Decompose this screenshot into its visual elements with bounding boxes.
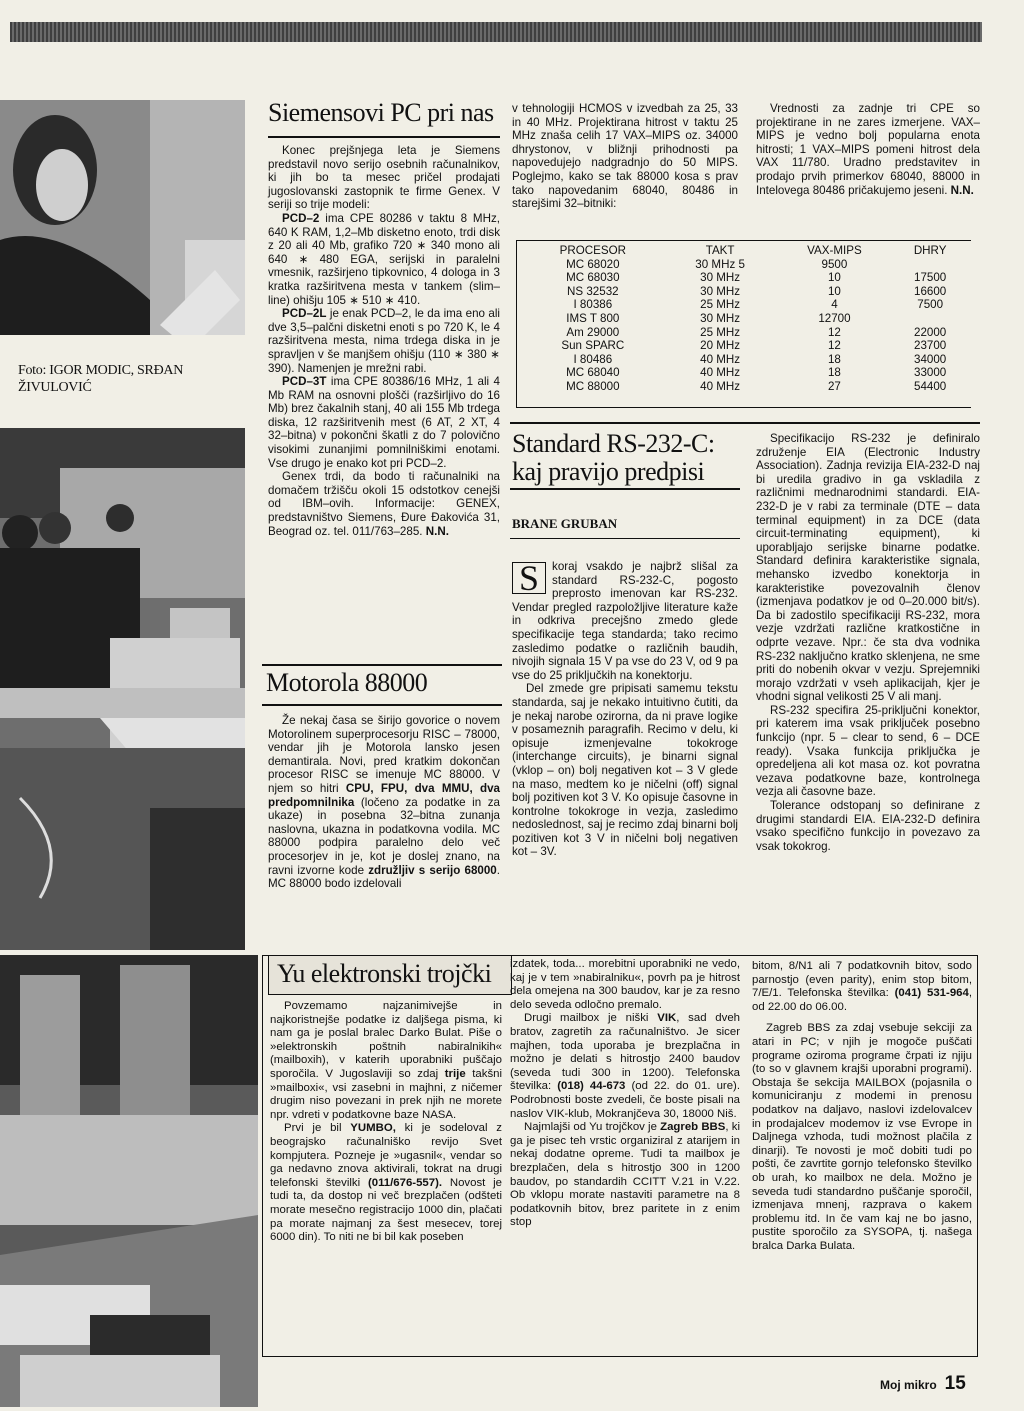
table-cell: I 80486 xyxy=(573,352,613,366)
yu-text: , od 22.00 do 06.00. xyxy=(752,987,972,1013)
motorola-col3-body: Vrednosti za zadnje tri CPE so projektirane in ne zares izmerjene. VAX–MIPS je vedno bolj popularna enota hitrosti; 1 VAX–MIPS pomeni hitrost dela VAX 11/780. Uradno predstavitev in prodajo prvih primerkov 68040, 88000 in Intelovega 80486 pričakujemo jeseni. xyxy=(756,102,980,197)
pcd2l-text: je enak PCD–2, le da ima eno ali dve 3,5–palčni disketni enoti s po 720 K, le 4 razširitvena mesta, nima trdega diska in je spravljen v še manjšem ohišju (110 ∗ 380 ∗ 390). Namenjen je mrežni rabi. xyxy=(268,307,500,375)
yu-text: Prvi je bil xyxy=(284,1122,351,1135)
table-cell: 16600 xyxy=(914,284,947,298)
table-row xyxy=(520,380,966,394)
cpu-comparison-table xyxy=(520,244,966,394)
yu-phone: (011/676-557). xyxy=(367,1176,443,1189)
yu-title: Yu elektronski trojčki xyxy=(268,955,512,995)
table-cell: MC 68020 xyxy=(566,257,620,271)
rs232-author-rule xyxy=(510,538,740,539)
motorola-title: Motorola 88000 xyxy=(266,668,428,697)
yu-zagreb xyxy=(510,1121,740,1230)
table-cell: 40 MHz xyxy=(700,379,741,393)
rs232-article-col1 xyxy=(512,560,738,859)
pcd2-label: PCD–2 xyxy=(282,211,320,225)
motorola-top-rule xyxy=(262,664,502,666)
table-cell: 18 xyxy=(827,352,841,366)
yu-yumbo xyxy=(270,1122,502,1244)
siemens-pcd2 xyxy=(268,212,500,307)
photo-computer-equipment xyxy=(0,955,258,1407)
yu-intro xyxy=(270,1000,502,1122)
yu-phone: (018) 44-673 xyxy=(557,1080,626,1093)
table-row xyxy=(520,258,966,272)
yu-bold: trije xyxy=(444,1067,466,1080)
yu-params xyxy=(752,960,972,1014)
siemens-intro: Konec prejšnjega leta je Siemens predstavil novo serijo osebnih računalnikov, ki jih bo ta mesec pričel prodajati jugoslovanski zastopnik te firme Genex. V seriji so trije modeli: xyxy=(268,144,500,212)
table-cell: 18 xyxy=(827,366,841,380)
rs232-intro xyxy=(512,560,738,682)
table-row xyxy=(520,298,966,312)
motorola-text-e: . MC 88000 bodo izdelovali xyxy=(268,863,500,891)
table-cell: 20 MHz xyxy=(700,339,741,353)
table-header: DHRY xyxy=(913,244,947,257)
table-row xyxy=(520,339,966,353)
motorola-intro xyxy=(268,714,500,891)
table-row xyxy=(520,271,966,285)
siemens-genex xyxy=(268,470,500,538)
table-cell: 27 xyxy=(827,379,841,393)
table-cell: NS 32532 xyxy=(567,284,619,298)
table-cell: 25 MHz xyxy=(700,325,741,339)
rs232-title: Standard RS-232-C: kaj pravijo predpisi xyxy=(512,429,715,486)
table-row xyxy=(520,366,966,380)
motorola-article-col1 xyxy=(268,714,500,891)
photo-exhibition-booth xyxy=(0,428,245,950)
table-row xyxy=(520,353,966,367)
motorola-text-c: (ločeno za podatke in za ukaze) in posebna 32–bitna zunanja naslovna, ukazna in podatkovna vodila. MC 88000 podpira paralelno delo več procesorjev in je, kot je doslej znano, na ravni izvorne kode xyxy=(268,795,500,877)
photo-woman-with-disk xyxy=(0,100,245,335)
table-cell: 25 MHz xyxy=(700,298,741,312)
yu-bold: Zagreb BBS xyxy=(660,1121,726,1134)
table-cell: IMS T 800 xyxy=(566,311,620,325)
yu-text: Najmlajši od Yu trojčkov je xyxy=(524,1121,661,1134)
rs232-paragraph-5: Tolerance odstopanj so definirane z drugimi standardi EIA. EIA-232-D definira vsako specifično funkcijo in povezavo za vsak tokokrog. xyxy=(756,799,980,853)
table-cell: 23700 xyxy=(914,339,947,353)
siemens-pcd3t xyxy=(268,375,500,470)
yu-phone: (041) 531-964 xyxy=(894,987,969,1000)
table-cell: 30 MHz xyxy=(700,311,741,325)
table-row xyxy=(520,326,966,340)
table-cell: 4 xyxy=(831,298,838,312)
table-cell: 9500 xyxy=(821,257,848,271)
rs232-top-rule xyxy=(510,422,980,424)
magazine-name: Moj mikro xyxy=(880,1378,937,1392)
yu-bold: VIK xyxy=(657,1012,677,1025)
yu-text: , sad dveh bratov, zagretih za računalništvo. Je sicer majhen, toda uporaba je brezplačna in možno je delati s hitrostjo 2400 baudov (seveda tudi 300 in 1200). Telefonska številka: xyxy=(510,1012,740,1093)
table-cell: 30 MHz xyxy=(700,284,741,298)
motorola-text-col3 xyxy=(756,102,980,197)
table-cell: 12 xyxy=(827,339,841,353)
pcd3t-text: ima CPE 80386/16 MHz, 1 ali 4 Mb RAM na osnovni plošči (razširljivo do 16 Mb) brez čakalnih stanj, 40 ali 155 Mb trdega diska, 12 razširitvenih mest (6 AT, 2 XT, 4 32–bitna) v pokončni škatli z do 7 polovično visokimi zunanjimi pomnilniškimi enotami. Vse drugo je enako kot pri PCD–2. xyxy=(268,375,500,470)
table-cell: MC 88000 xyxy=(566,379,620,393)
genex-text: Genex trdi, da bodo ti računalniki na domačem tržišču okoli 15 odstotkov cenejši od IBM–ovih. Informacije: GENEX, predstavništvo Siemens, Đure Đakovića 31, Beograd oz. tel. 011/763–285. xyxy=(268,470,500,538)
table-row xyxy=(520,312,966,326)
table-cell: 12 xyxy=(827,325,841,339)
yu-text: , ki ga je pisec teh vrstic organiziral z atarijem in nekaj dodatne opreme. Tudi ta mailbox je brezplačen, dela s hitrostjo 300 in 1200 baudov, po standardih CCITT V.21 in V.22. Ob vklopu morate nastaviti parametre na 8 podatkovnih bitov, brez paritete in z enim stop xyxy=(510,1121,740,1229)
siemens-article xyxy=(268,144,500,538)
rs232-intro-text: koraj vsakdo je najbrž slišal za standard RS-232-C, pogosto preprosto imenovan kar RS-232. Vendar pregled razpoložljive literature kaže in odkriva precejšno zmedo glede specifikacije tega standarda; tako recimo zasledimo podatke o različnih baudih, nivojih signala 15 V pa vse do 23 V, od 9 pa vse do 25 priključkih na konektorju. xyxy=(512,560,738,682)
table-cell: 10 xyxy=(827,271,841,285)
rs232-author: BRANE GRUBAN xyxy=(512,516,618,531)
motorola-bold-compat: združljiv s serijo 68000 xyxy=(368,863,497,877)
table-cell: 12700 xyxy=(818,311,851,325)
table-cell xyxy=(894,258,966,272)
yu-col1 xyxy=(270,1000,502,1245)
page-number: 15 xyxy=(944,1373,966,1394)
yu-text: ki je sodeloval z beograjsko računalniško revijo Svet kompjutera. Pozneje je »ugasnil«, vendar so ga nedavno znova aktivirali, tokrat na drugi telefonski številki xyxy=(270,1122,503,1189)
pcd2-text: ima CPE 80286 v taktu 8 MHz, 640 K RAM, 1,2–Mb disketno enoto, trdi disk z 20 ali 40 Mb, grafiko 720 ∗ 340 mono ali 640 ∗ 480 EGA, serijski in paralelni vmesnik, razširjeno tipkovnico, 4 dologa in 3 kratka razširitvena mesta v tankem (slim–line) ohišju 105 ∗ 510 ∗ 410. xyxy=(268,211,500,307)
rs232-dropcap: S xyxy=(512,562,546,594)
table-cell: 33000 xyxy=(914,366,947,380)
yu-vik xyxy=(510,1012,740,1121)
table-cell: 40 MHz xyxy=(700,352,741,366)
yu-text: Novost je tudi ta, da dostop ni več brezplačen (odšteti morate mesečno registracijo 1000 din, plačati pa morate najmanj za šest mesecev, torej 6000 din). To niti ne bi bil kak poseben xyxy=(270,1176,502,1244)
table-header: PROCESOR xyxy=(559,244,626,257)
table-cell: MC 68040 xyxy=(566,366,620,380)
table-cell: 40 MHz xyxy=(700,366,741,380)
siemens-sign: N.N. xyxy=(425,524,449,538)
motorola-bold-units: CPU, FPU, dva MMU, dva predpomnilnika xyxy=(268,781,501,809)
table-cell: MC 68030 xyxy=(566,271,620,285)
rs232-title-rule xyxy=(510,488,740,490)
yu-text: Povzemamo najzanimivejše in najkoristnejše podatke iz daljšega pisma, ki nam ga je poslal bralec Darko Bulat. Piše o »elektronskih poštnih nabiralnikih« (mailboxih), v katerih uporabniki puščajo sporočila. V Jugoslaviji so zdaj xyxy=(270,1000,502,1080)
table-header: TAKT xyxy=(705,244,735,257)
pcd3t-label: PCD–3T xyxy=(282,375,327,389)
table-header: VAX-MIPS xyxy=(807,244,862,257)
table-header-row xyxy=(520,244,966,258)
motorola-text-col2: v tehnologiji HCMOS v izvedbah za 25, 33 in 40 MHz. Projektirana hitrost v taktu 25 MHz znaša celih 17 VAX–MIPS oz. 34000 dhrystonov, v bližnji prihodnosti pa napovedujejo nadgradnjo do 50 MIPS. Poglejmo, kako se tak 88000 kosa s prav tako napovedanim 68040, 80486 in starejšimi 32–bitniki: xyxy=(512,102,738,211)
table-cell: 30 MHz 5 xyxy=(695,257,745,271)
siemens-title-rule xyxy=(268,136,500,138)
cpu-table-body xyxy=(520,258,966,394)
yu-text: (od 22. do 01. ure). Podrobnosti boste zvedeli, če boste pisali na naslov VIK-klub, Mokranjčeva 30, 18000 Niš. xyxy=(510,1080,740,1120)
siemens-pcd2l xyxy=(268,307,500,375)
table-cell: 10 xyxy=(827,284,841,298)
motorola-article-col2 xyxy=(512,102,738,211)
table-cell: 54400 xyxy=(914,379,947,393)
yu-text: izdatek, toda... morebitni uporabniki ne vedo, kaj je v tem »nabiralniku«, povrh pa je hitrost dela omejena na 300 baudov, kar je za resno delo seveda odločno premalo. xyxy=(510,958,740,1011)
pcd2l-label: PCD–2L xyxy=(282,307,327,321)
motorola-text-a: Že nekaj časa se širijo govorice o novem Motorolinem superprocesorju RISC – 78000, vendar jih je Motorola lansko jesen demantirala. Novi, pred kratkim dokončan procesor RISC se imenuje MC 88000. V njem so hitri xyxy=(268,714,500,795)
yu-text: Zagreb BBS za zdaj vsebuje sekciji za atari in PC; v njih je mogoče puščati programe oziroma programe črpati iz njiju (to so v glavnem krajši uporabni programi). Obstaja še sekcija MAILBOX (pojasnila o komuniciranju z modemi in prenosu podatkov na daljavo, naslovi izdelovalcev in prodajalcev modemov iz vse Evrope in Daljnega vzhoda, tudi možnost plačila z dinarji). Te novosti je moč dobiti tudi po pošti, če zavrtite gornjo telefonsko številko ob urah, ko mailbox ne dela. Možno je seveda tudi standardno puščanje sporočil, izmenjava mnenj, razprava o kakem problemu itd. In če vam kaj ne bo jasno, pustite sporočilo za SYSOPA, tj. našega bralca Darka Bulata. xyxy=(752,1022,972,1252)
motorola-title-rule xyxy=(262,704,502,706)
motorola-article-col3 xyxy=(756,102,980,197)
photo-caption: Foto: IGOR MODIC, SRĐAN ŽIVULOVIĆ xyxy=(18,363,184,395)
yu-col3 xyxy=(752,960,972,1253)
table-cell: 30 MHz xyxy=(700,271,741,285)
table-cell xyxy=(894,312,966,326)
table-cell: 34000 xyxy=(914,352,947,366)
table-cell: 22000 xyxy=(914,325,947,339)
yu-text: Drugi mailbox je niški xyxy=(524,1012,658,1025)
yu-bold: YUMBO, xyxy=(350,1122,396,1135)
yu-col2 xyxy=(510,958,740,1230)
rs232-article-col2 xyxy=(756,432,980,853)
motorola-sign: N.N. xyxy=(950,183,974,197)
table-row xyxy=(520,285,966,299)
siemens-title: Siemensovi PC pri nas xyxy=(268,98,494,127)
table-cell: 17500 xyxy=(914,271,947,285)
table-cell: Am 29000 xyxy=(566,325,620,339)
table-cell: I 80386 xyxy=(573,298,613,312)
table-cell: 7500 xyxy=(917,298,944,312)
page-footer xyxy=(880,1373,966,1395)
rs232-paragraph-3: Specifikacijo RS-232 je definiralo združenje EIA (Electronic Industry Association). Zadnja revizija EIA-232-D naj bi uredila gradivo in ga vskladila z različnimi mednarodnimi standardi. EIA-232-D je v rabi za terminale (DTE – data terminal equipment) in za DCE (data circuit-terminating equipment), ki uporabljajo serijske binarne podatke. Standard definira karakteristike signala, mehansko izvedbo konektorja in karakteristike povezovalnih členov (izmenjava podatkov je od 0–20.000 bit/s). Da bi zadostilo specifikaciji RS-232, mora vezje vzdržati različne kratkostične in odprte vezave. Npr.: če sta dva vodnika RS-232 naključno kratko sklenjena, ne sme priti do nobenih okvar v vezju. Sprejemniki morajo vzdržati v vseh aplikacijah, kjer je vhodni signal velikosti 25 V ali manj. xyxy=(756,432,980,704)
rs232-paragraph-4: RS-232 specifira 25-priključni konektor, pri katerem ima vsak priključek posebno funkcijo (npr. 5 – clear to send, 6 – DCE ready). Vsaka funkcija priključka je opredeljena ali kot masa oz. kot povratna vezava podatkovne baze, kontrolnega vezja ali časovne baze. xyxy=(756,703,980,799)
yu-text: takšni »mailboxi«, vsi zasebni in majhni, z ničemer drugim niso povezani in prek njih ne morete npr. vdreti v podatkovne baze NASA. xyxy=(270,1067,502,1121)
top-decorative-bar xyxy=(10,22,982,42)
rs232-paragraph-2: Del zmede gre pripisati samemu tekstu standarda, saj je nekako intuitivno čutiti, da je nekaj narobe ozirorna, da ni prave logike v posameznih paragrafih. Recimo v delu, ki opisuje izmenjevalne tokokroge (interchange circuits), je binarni signal (vklop – on) bolj negativen kot – 3 V glede na maso, medtem ko je ničelni (off) signal bolj pozitiven kot 3 V. Ko opisuje časovne in kontrolne tokokroge in vezja, zasledimo nedoslednost, saj je recimo zdaj binarni bolj pozitiven kot 3 V in ničelni bolj negativen kot – 3V. xyxy=(512,682,738,859)
yu-text: bitom, 8/N1 ali 7 podatkovnih bitov, sodo parnostjo (even parity), enim stop bitom, 7/E/1. Telefonska številka: xyxy=(752,960,972,1000)
table-cell: Sun SPARC xyxy=(561,339,625,353)
